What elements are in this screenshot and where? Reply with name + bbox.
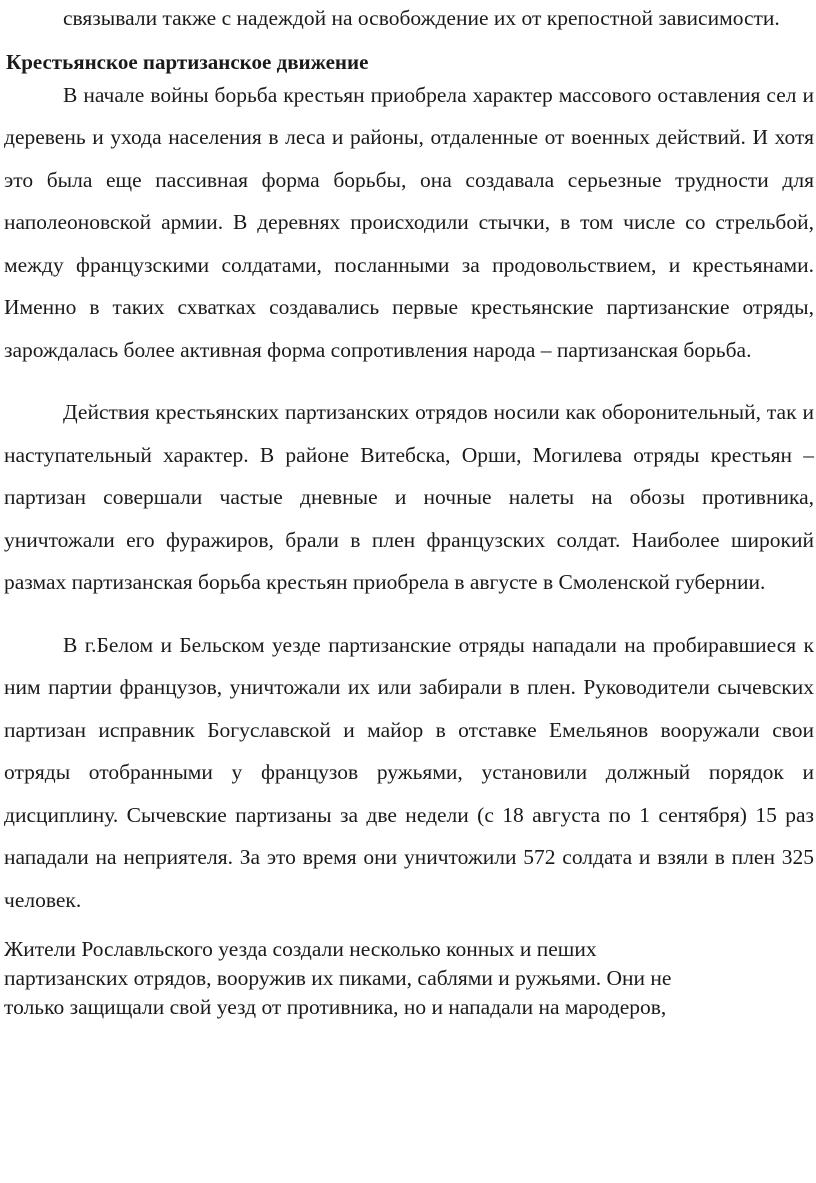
paragraph-1: В начале войны борьба крестьян приобрела характер массового оставления сел и деревень и ухода населения в леса и районы, отдаленные от военных действий. И хотя это была еще пассивная форма борьбы, она создавала серьезные трудности для наполеоновской армии. В деревнях происходили стычки, в том числе со стрельбой, между французскими солдатами, посланными за продовольствием, и крестьянами. Именно в таких схватках создавались первые крестьянские партизанские отряды, зарождалась более активная форма сопротивления народа – партизанская борьба. [4, 82, 814, 362]
section-heading: Крестьянское партизанское движение [6, 49, 369, 74]
paragraph-4 [4, 935, 814, 1022]
paragraph-3: В г.Белом и Бельском уезде партизанские отряды нападали на пробиравшиеся к ним партии французов, уничтожали их или забирали в плен. Руководители сычевских партизан исправник Богуславской и майор в отставке Емельянов вооружали свои отряды отобранными у французов ружьями, установили должный порядок и дисциплину. Сычевские партизаны за две недели (с 18 августа по 1 сентября) 15 раз нападали на неприятеля. За это время они уничтожили 572 солдата и взяли в плен 325 человек. [4, 632, 814, 912]
intro-fragment-paragraph: связывали также с надеждой на освобождение их от крепостной зависимости. [63, 6, 780, 30]
paragraph-4-line-2: партизанских отрядов, вооружив их пиками, саблями и ружьями. Они не [4, 966, 672, 990]
paragraph-4-line-1: Жители Рославльского уезда создали несколько конных и пеших [4, 937, 597, 961]
paragraph-4-line-3: только защищали свой уезд от противника, но и нападали на мародеров, [4, 995, 667, 1019]
paragraph-2: Действия крестьянских партизанских отрядов носили как оборонительный, так и наступательный характер. В районе Витебска, Орши, Могилева отряды крестьян – партизан совершали частые дневные и ночные налеты на обозы противника, уничтожали его фуражиров, брали в плен французских солдат. Наиболее широкий размах партизанская борьба крестьян приобрела в августе в Смоленской губернии. [4, 400, 814, 594]
